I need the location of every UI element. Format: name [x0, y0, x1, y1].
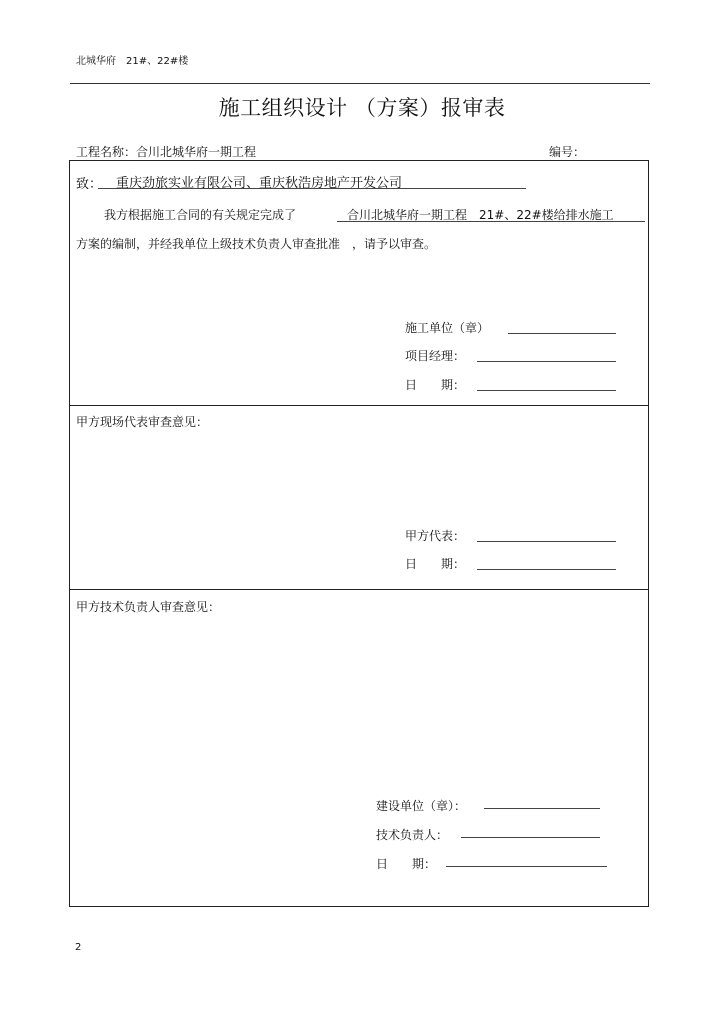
construction-unit-label: 施工单位（章） — [405, 321, 490, 335]
date-label: 日 期： — [405, 557, 466, 571]
statement-prefix: 我方根据施工合同的有关规定完成了 — [104, 208, 297, 222]
owner-rep-label: 甲方代表： — [405, 529, 466, 543]
project-manager-signature-line[interactable] — [477, 361, 616, 362]
recipient-underline — [98, 188, 526, 189]
project-name-value: 合川北城华府一期工程 — [136, 145, 257, 159]
date-label: 日 期： — [376, 857, 437, 871]
date-signature-line[interactable] — [446, 866, 607, 867]
owner-rep-signature-line[interactable] — [477, 541, 616, 542]
tech-lead-opinion-heading: 甲方技术负责人审查意见： — [76, 600, 221, 614]
section-divider — [69, 405, 649, 406]
statement-line-2: 方案的编制，并经我单位上级技术负责人审查批准 ，请予以审查。 — [76, 237, 437, 251]
section-divider — [69, 589, 649, 590]
project-manager-label: 项目经理： — [405, 349, 466, 363]
statement-fill-underline — [337, 221, 645, 222]
date-signature-line[interactable] — [477, 390, 616, 391]
form-title: 施工组织设计 （方案）报审表 — [218, 96, 506, 120]
document-number-label: 编号： — [549, 145, 586, 159]
site-rep-opinion-heading: 甲方现场代表审查意见： — [76, 415, 209, 429]
owner-unit-signature-line[interactable] — [484, 808, 600, 809]
document-header: 北城华府 21#、22#楼 — [76, 56, 189, 67]
statement-fill-text: 合川北城华府一期工程 21#、22#楼给排水施工 — [347, 208, 614, 222]
to-label: 致： — [76, 177, 103, 192]
project-name-row — [76, 143, 256, 160]
construction-owner-unit-label: 建设单位（章）： — [376, 799, 467, 813]
form-table — [69, 160, 649, 907]
project-name-label: 工程名称： — [76, 145, 137, 159]
page-number: 2 — [75, 942, 82, 953]
header-rule — [70, 83, 650, 84]
construction-unit-signature-line[interactable] — [508, 333, 616, 334]
tech-lead-signature-line[interactable] — [461, 837, 600, 838]
tech-lead-label: 技术负责人： — [376, 828, 449, 842]
recipient-name: 重庆劲旅实业有限公司、重庆秋浩房地产开发公司 — [116, 176, 403, 191]
date-signature-line[interactable] — [477, 569, 616, 570]
date-label: 日 期： — [405, 378, 466, 392]
